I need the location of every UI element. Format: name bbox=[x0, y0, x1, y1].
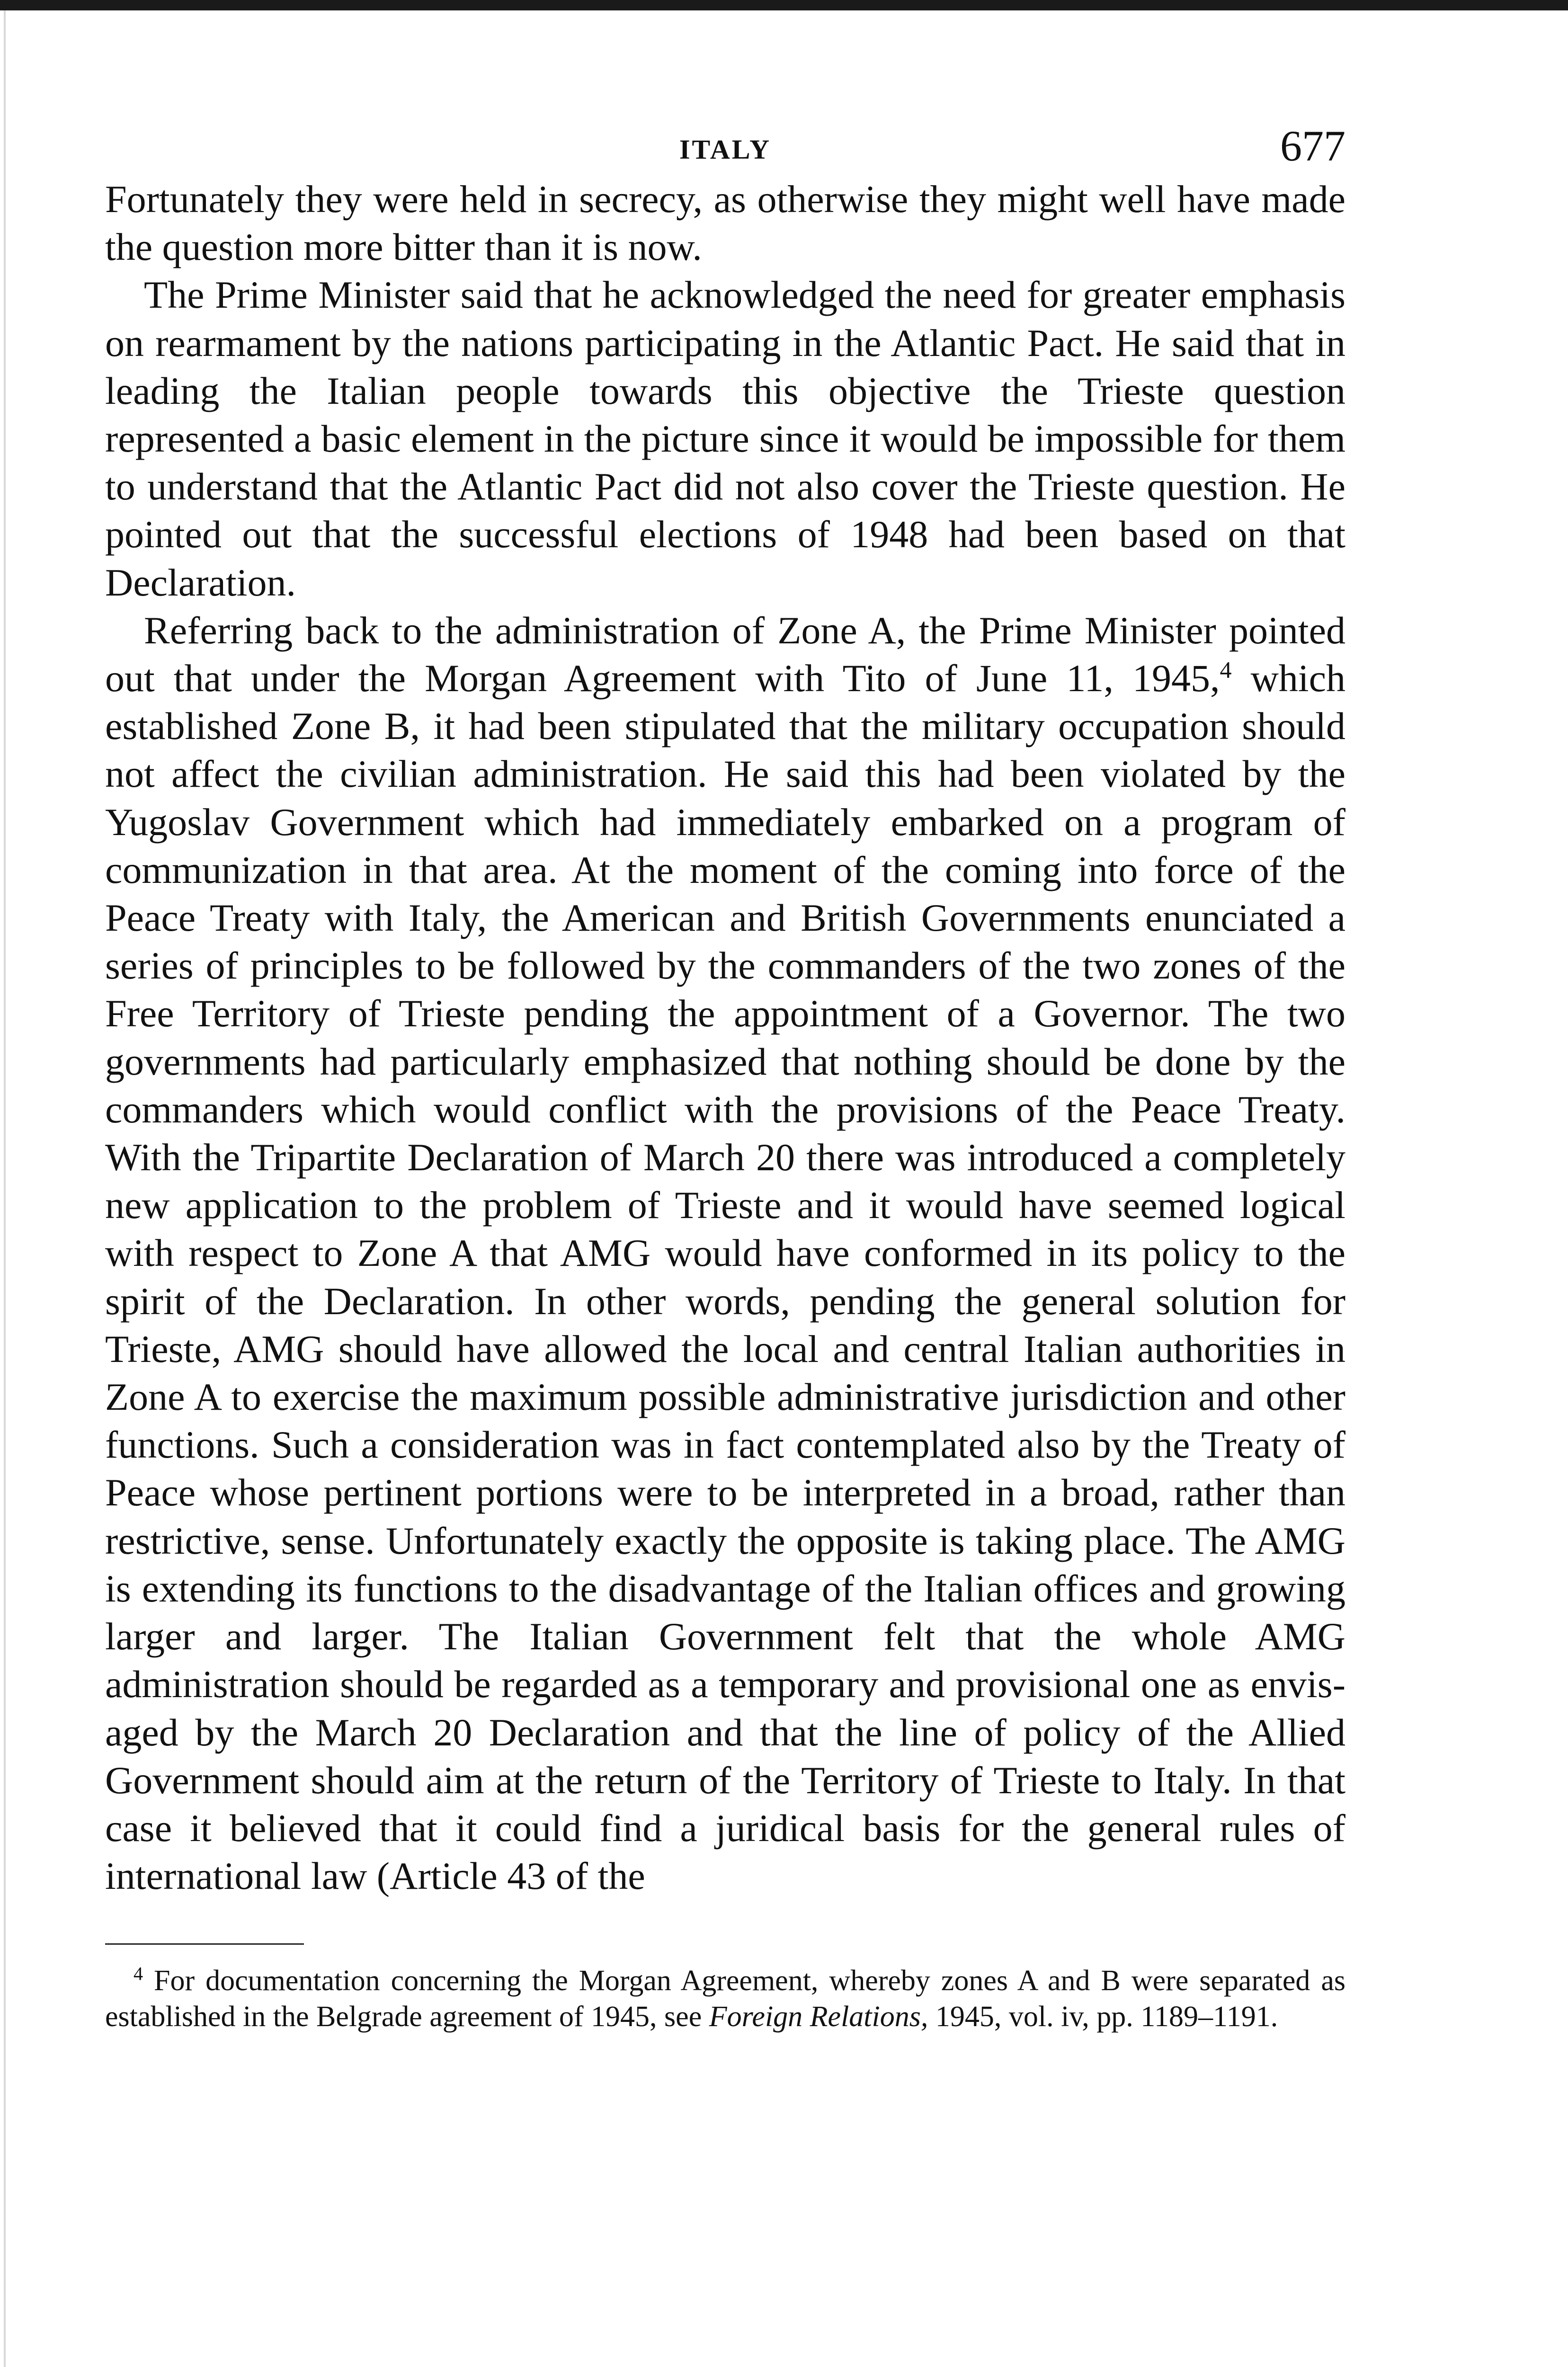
paragraph-3-text-before: Referring back to the administration of Zone A, the Prime Minister pointed out that under the Morgan Agreement with Tito of June 11, 1945, bbox=[105, 608, 1345, 700]
page-left-edge bbox=[4, 10, 6, 2367]
document-page bbox=[105, 118, 1345, 2035]
footnote-text-after: 1945, vol. iv, pp. 1189–1191. bbox=[928, 2001, 1278, 2033]
page-number: 677 bbox=[1280, 122, 1345, 170]
paragraph-1: Fortunately they were held in secrecy, as otherwise they might well have made the question more bitter than it is now. bbox=[105, 178, 1345, 269]
running-title: ITALY bbox=[679, 134, 772, 165]
footnote-italic-title: Foreign Relations, bbox=[709, 2001, 928, 2033]
footnote-text-before: For documentation concerning the Morgan Agreement, whereby zones A and B were separated as established in the Belgrade agreement of 1945, see bbox=[105, 1965, 1346, 2033]
body-text bbox=[105, 175, 1345, 1900]
footnote bbox=[105, 1963, 1345, 2035]
running-header bbox=[105, 118, 1345, 175]
footnote-separator bbox=[105, 1943, 304, 1945]
paragraph-3 bbox=[105, 606, 1345, 1900]
paragraph-3-text-after: which established Zone B, it had been stipulated that the military occupation should not affect the civilian administration. He said this had been violated by the Yugoslav Government which had immediately embarked on a program of communization in that area. At the moment of the coming into force of the Peace Treaty with Italy, the American and British Governments enunciated a series of principles to be followed by the commanders of the two zones of the Free Territory of Trieste pending the appointment of a Governor. The two governments had particularly emphasized that nothing should be done by the commanders which would conflict with the provisions of the Peace Treaty. With the Tripartite Declaration of March 20 there was introduced a completely new application to the problem of Trieste and it would have seemed logical with respect to Zone A that AMG would have conformed in its policy to the spirit of the Declaration. In other words, pending the general solution for Trieste, AMG should have allowed the local and central Italian authorities in Zone A to exercise the maximum possible administrative jurisdiction and other functions. Such a consideration was in fact contemplated also by the Treaty of Peace whose pertinent portions were to be interpreted in a broad, rather than restrictive, sense. Unfortunately exactly the opposite is taking place. The AMG is extending its functions to the disadvantage of the Italian offices and growing larger and larger. The Italian Government felt that the whole AMG administration should be regarded as a temporary and provisional one as envisaged by the March 20 Declaration and that the line of policy of the Allied Government should aim at the return of the Territory of Trieste to Italy. In that case it believed that it could find a juridical basis for the general rules of international law (Article 43 of the bbox=[105, 657, 1345, 1898]
footnote-marker: 4 bbox=[134, 1963, 143, 1984]
paragraph-2: The Prime Minister said that he acknowledged the need for greater emphasis on rearmament by the nations participating in the Atlantic Pact. He said that in leading the Italian people towards this objective the Trieste question represented a basic element in the picture since it would be impossible for them to understand that the Atlantic Pact did not also cover the Trieste question. He pointed out that the successful elections of 1948 had been based on that Declaration. bbox=[105, 273, 1345, 604]
page-top-border bbox=[0, 0, 1568, 10]
footnote-reference: 4 bbox=[1220, 656, 1232, 683]
